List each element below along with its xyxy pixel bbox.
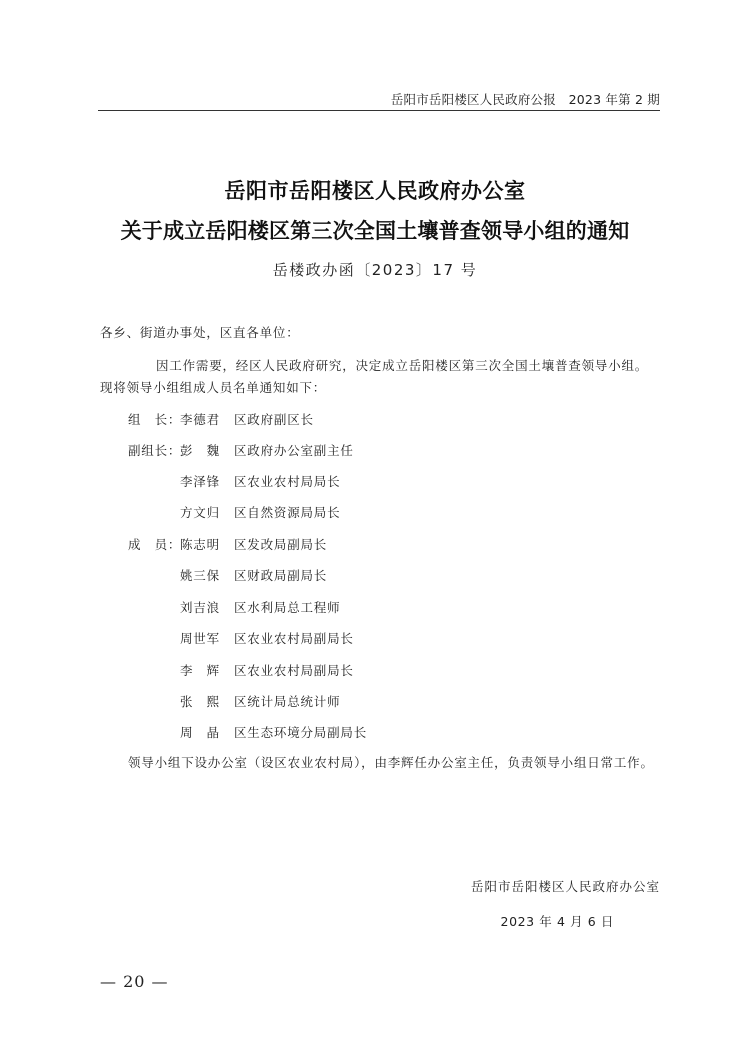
member-title: 区农业农村局局长	[234, 474, 341, 489]
member-name: 方文归	[180, 505, 220, 520]
document-title-line2: 关于成立岳阳楼区第三次全国土壤普查领导小组的通知	[120, 218, 630, 243]
member-name: 李德君	[180, 412, 220, 427]
document-number: 岳楼政办函〔2023〕17 号	[272, 261, 478, 279]
member-title: 区政府办公室副主任	[234, 443, 354, 458]
member-title: 区生态环境分局副局长	[234, 725, 368, 740]
page-number: — 20 —	[100, 972, 169, 991]
member-title: 区自然资源局局长	[234, 505, 341, 520]
member-title: 区统计局总统计师	[234, 694, 341, 709]
member-title: 区农业农村局副局长	[234, 663, 354, 678]
member-title: 区水利局总工程师	[234, 600, 341, 615]
intro-paragraph: 因工作需要，经区人民政府研究，决定成立岳阳楼区第三次全国土壤普查领导小组。现将领导小组组成人员名单通知如下：	[100, 358, 649, 395]
member-name: 彭 魏	[180, 443, 220, 458]
member-name: 李 辉	[180, 663, 220, 678]
header-divider	[98, 110, 660, 111]
member-name: 周 晶	[180, 725, 220, 740]
member-title: 区发改局副局长	[234, 537, 328, 552]
signature-issuer: 岳阳市岳阳楼区人民政府办公室	[470, 879, 660, 894]
member-name: 周世军	[180, 631, 220, 646]
member-name: 陈志明	[180, 537, 220, 552]
member-name: 姚三保	[180, 568, 220, 583]
member-title: 区财政局副局长	[234, 568, 328, 583]
signature-date: 2023 年 4 月 6 日	[500, 914, 614, 929]
member-role: 副组长：	[128, 443, 182, 458]
member-title: 区政府副区长	[234, 412, 314, 427]
running-header: 岳阳市岳阳楼区人民政府公报 2023 年第 2 期	[390, 92, 660, 107]
member-role: 成 员：	[128, 537, 182, 552]
addressee: 各乡、街道办事处，区直各单位：	[100, 325, 300, 340]
member-title: 区农业农村局副局长	[234, 631, 354, 646]
member-name: 李泽锋	[180, 474, 220, 489]
member-name: 刘吉浪	[180, 600, 220, 615]
closing-paragraph: 领导小组下设办公室（设区农业农村局），由李辉任办公室主任，负责领导小组日常工作。	[128, 755, 654, 770]
member-role: 组 长：	[128, 412, 182, 427]
document-title-line1: 岳阳市岳阳楼区人民政府办公室	[224, 178, 526, 203]
member-name: 张 熙	[180, 694, 220, 709]
